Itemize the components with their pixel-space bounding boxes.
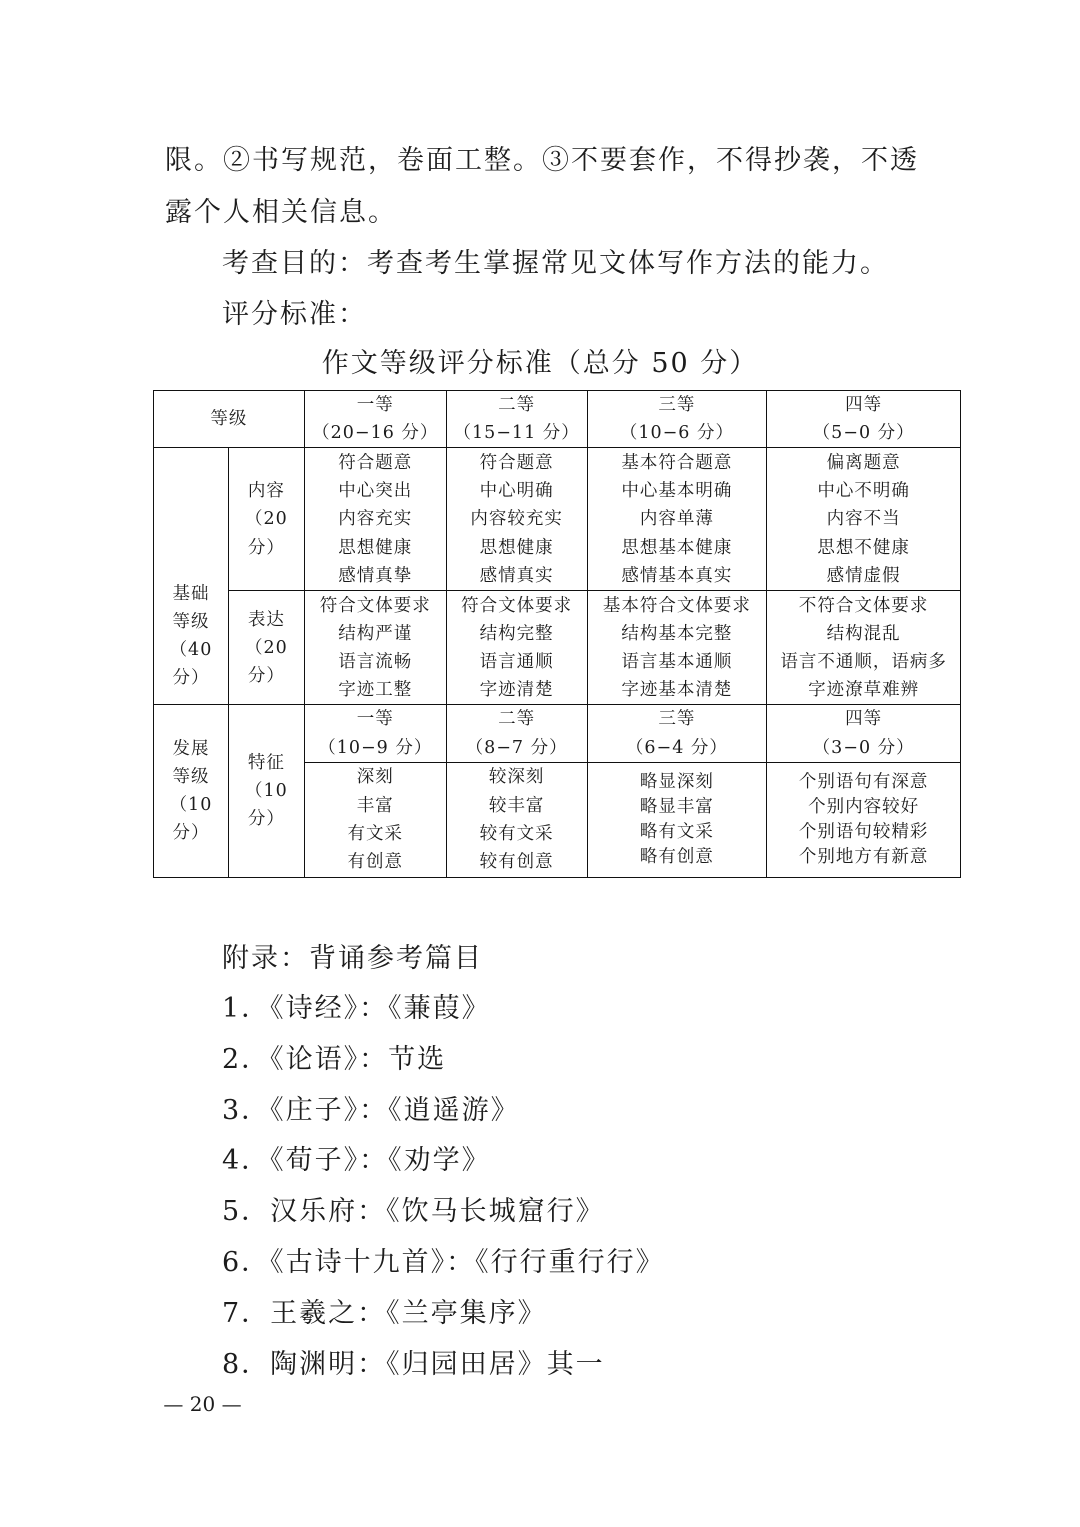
content-grade-3: 基本符合题意 中心基本明确 内容单薄 思想基本健康 感情基本真实 [587,448,767,591]
expression-grade-1: 符合文体要求 结构严谨 语言流畅 字迹工整 [304,591,446,705]
list-item: 8．陶渊明：《归园田居》其一 [222,1348,605,1380]
list-item: 1．《诗经》：《蒹葭》 [222,993,491,1024]
feature-grade-3: 略显深刻 略显丰富 略有文采 略有创意 [587,762,767,877]
recitation-list [222,984,665,1390]
header-grade-4: 四等 （5−0 分） [767,391,961,448]
content-label: 内容 （20 分） [228,448,304,591]
header-grade-1: 一等 （20−16 分） [304,391,446,448]
basic-level-label: 基础 等级 （40 分） [154,448,229,705]
table-caption: 作文等级评分标准（总分 50 分） [321,348,759,379]
header-grade-3: 三等 （10−6 分） [587,391,767,448]
page-number: — 20 — [163,1392,242,1416]
intro-line-2: 露个人相关信息。 [165,197,397,228]
list-item: 2．《论语》：节选 [222,1043,447,1075]
development-level-label: 发展 等级 （10 分） [154,705,229,877]
content-grade-1: 符合题意 中心突出 内容充实 思想健康 感情真挚 [304,448,446,591]
header-grade-2: 二等 （15−11 分） [446,391,587,448]
development-header-row [154,705,961,762]
expression-grade-3: 基本符合文体要求 结构基本完整 语言基本通顺 字迹基本清楚 [587,591,767,705]
grading-table [153,390,961,878]
list-item: 5．汉乐府：《饮马长城窟行》 [222,1196,605,1228]
list-item: 3．《庄子》：《逍遥游》 [222,1094,520,1126]
list-item: 6．《古诗十九首》：《行行重行行》 [222,1246,665,1278]
expression-label: 表达 （20 分） [228,591,304,705]
feature-grade-1: 深刻 丰富 有文采 有创意 [304,762,446,877]
dev-header-grade-2: 二等 （8−7 分） [446,705,587,762]
criteria-label: 评分标准： [222,299,367,330]
feature-label: 特征 （10 分） [228,705,304,877]
expression-row [154,591,961,705]
content-grade-2: 符合题意 中心明确 内容较充实 思想健康 感情真实 [446,448,587,591]
dev-header-grade-4: 四等 （3−0 分） [767,705,961,762]
feature-grade-4: 个别语句有深意 个别内容较好 个别语句较精彩 个别地方有新意 [767,762,961,877]
expression-grade-4: 不符合文体要求 结构混乱 语言不通顺，语病多 字迹潦草难辨 [767,591,961,705]
dev-header-grade-3: 三等 （6−4 分） [587,705,767,762]
intro-line-1: 限。②书写规范，卷面工整。③不要套作，不得抄袭，不透 [165,145,919,176]
expression-grade-2: 符合文体要求 结构完整 语言通顺 字迹清楚 [446,591,587,705]
grade-label: 等级 [154,391,305,448]
table-header-row [154,391,961,448]
content-grade-4: 偏离题意 中心不明确 内容不当 思想不健康 感情虚假 [767,448,961,591]
list-item: 4．《荀子》：《劝学》 [222,1145,491,1177]
content-row [154,448,961,591]
dev-header-grade-1: 一等 （10−9 分） [304,705,446,762]
feature-grade-2: 较深刻 较丰富 较有文采 较有创意 [446,762,587,877]
exam-purpose: 考查目的：考查考生掌握常见文体写作方法的能力。 [222,248,889,279]
list-item: 7．王羲之：《兰亭集序》 [222,1297,547,1329]
appendix-title: 附录：背诵参考篇目 [222,943,483,974]
